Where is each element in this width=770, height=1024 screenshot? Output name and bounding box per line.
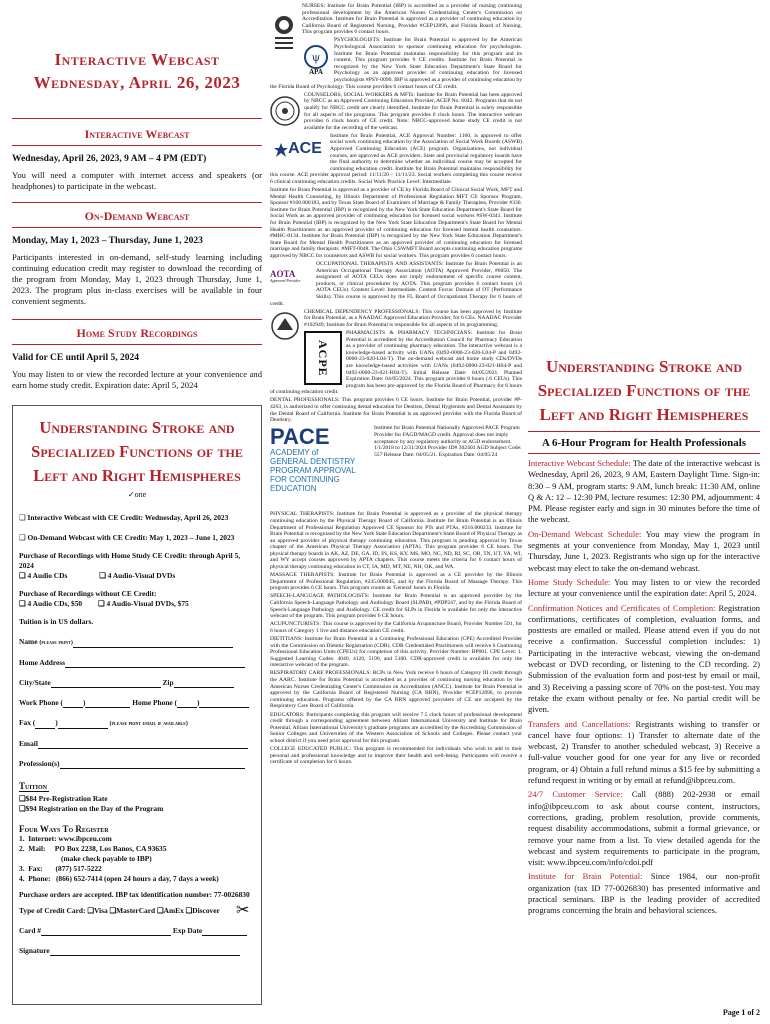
acpe-logo: [304, 331, 342, 385]
way-phone: 4. Phone: (866) 652-7414 (open 24 hours a day, 7 days a week): [19, 874, 219, 883]
way-fax: 3. Fax: (877) 517-5222: [19, 864, 102, 873]
way-mail-note: (make check payable to IBP): [61, 854, 152, 863]
option-interactive: Interactive Webcast with CE Credit: Wednesday, April 26, 2023: [27, 513, 229, 522]
checkbox-cds-ce[interactable]: ❑: [19, 571, 26, 580]
ondemand-schedule: On-Demand Webcast Schedule: You may view the program in segments at your convenience from Monday, May 1, 2023 until Thursday, June 1, 2023. Registrants who sign up for the interactive webcast may elect to take the on-demand webcast.: [528, 528, 761, 573]
address-field[interactable]: [65, 667, 245, 668]
registration-form: Understanding Stroke and Specialized Functions of the Left and Right Hemispheres ✓one ❑ Interactive Webcast with CE Credit: Wednesday, April 26, 2023 ❑ On-Demand Webcast with CE Credit: May 1, 2023 – June 1, 2023 Purchase of Recordings with Home Study CE Credit: through April 5, 2024 ❑ 4 Audio CDs ❑ 4 Audio-Visual DVDs Purchase of Recordings without CE Credit: ❑ 4 Audio CDs, $50 ❑ 4 Audio-Visual DVDs, $75 Tuition is in US dollars. Name (please print) Home Address City/State Zip Work Phone ( ) Home Phone ( ) Fax ( ) (please print email if available) Email Profession(s) Tuition ❑$84 Pre-Registration Rate ❑$94 Registration on the Day of the Program Four Ways To Register 1. Internet: www.ibpceu.com 2. Mail: PO Box 2238, Los Banos, CA 93635 (make check payable to IBP) 3. Fax: (877) 517-5222 4. Phone: (866) 652-7414 (open 24 hours a day, 7 days a week) Purchase orders are accepted. IBP tax identification number: 77-0026830 Type of Credit Card: ❑Visa ❑MasterCard ❑AmEx ❑Discover Card # Exp Date Signature: [12, 405, 262, 1005]
dental-text: DENTAL PROFESSIONALS: This program provides 6 CE hours. Institute for Brain Potential, provider #P-4263, is authorized to offer continuing dental education for Dentists, Dental Hygienists and Dental Assistants by the Dental Board of California. Institute for Brain Potential is an approved provider with the Florida Board of Dentistry.: [270, 397, 522, 424]
customer-service: 24/7 Customer Service: Call (888) 202-2938 or email info@ibpceu.com to ask about course content, instructors, corrections, grading, problem resolution, provide comments, request disability accommodations, submit a formal grievance, or remove your name from a list. To view detailed agenda for the webcast and system requirements to participate in the program, visit: www.ibpceu.com/info/cdoi.pdf: [528, 789, 760, 868]
signature-field[interactable]: [50, 955, 240, 956]
massage-text: MASSAGE THERAPISTS: Institute for Brain Potential is approved as a CE provider by the Illinois Department of Professional Regulation, #245.000045, and by the Florida Board of Massage Therapy. This program provides 6 CE hours. This program counts as 'General' hours in Florida.: [270, 572, 522, 592]
divider: [12, 145, 262, 146]
confirmation-notices: Confirmation Notices and Certificates of Completion: Registration confirmations, certificates of completion, evaluation forms, and posttests are emailed or mailed. Please attend even if you do not receive a confirmation. Successful completion includes: 1) Participating in the interactive webcast, viewing the on-demand webcast or DVD recording, or listening to the CD recording. 2) Submission of the evaluation form and post-test by email or mail, and 3) Receiving a passing score of 70% on the post-test. You may retake the exam without penalty or fee. No partial credit will be given.: [528, 602, 760, 715]
public-text: COLLEGE EDUCATED PUBLIC: This program is recommended for individuals who wish to add to their personal and professional knowledge and to improve their health and well-being. Participants will receive a certificate of completion for 6 hours.: [270, 746, 522, 766]
card-mastercard: MasterCard: [116, 906, 156, 915]
checkbox-interactive[interactable]: ❑: [19, 513, 26, 522]
checkbox-dayof[interactable]: ❑: [19, 804, 26, 813]
city-label: City/State: [19, 678, 51, 687]
ace-logo: [270, 134, 326, 166]
mft-text: Institute for Brain Potential is approved as a provider of CE by Florida Board of Clinical Social Work, MFT and Mental Health Counseling, by Illinois Department of Professional Regulation MFT CE Sponsor Program, Sponsor #168.000183, and by Texas State Board of Examiners of Marriage & Family Therapists, Provider #330. Institute for Brain Potential (IBP) is recognized by the New York State Education Department's State Board for Social Work as an approved provider of continuing education for licensed social workers #SW-0341. Institute for Brain Potential (IBP) is recognized by the New York State Education Department's State Board for Mental Health Practitioners as an approved provider of continuing education for licensed mental health counselors. #MHC-0134. Institute for Brain Potential (IBP) is recognized by the New York State Education Department's State Board for Mental Health Practitioners as an approved provider of continuing education for licensed marriage and family therapists. #MFT-0048. The Ohio CSWMFT Board accepts continuing education programs approved by NBCC for counselors and ASWB for social workers. This program provides 6 contact hours.: [270, 187, 522, 259]
counselors-text: COUNSELORS, SOCIAL WORKERS & MFTs: Institute for Brain Potential has been approved by NBCC as an Approved Continuing Education Provider, ACEP No. 6042. Programs that do not qualify for NBCC credit are clearly identified. Institute for Brain Potential is solely responsible for all aspects of the programs. This program provides 6 clock hours. The interactive webcast provides 6 clock hours of CE credit. Note: NBCC-approved home study CE credit is not available for the recording of the webcast.: [304, 91, 522, 131]
tuition-heading: Tuition: [19, 781, 48, 791]
ace-logo-text: ACE: [288, 140, 322, 158]
interactive-body: You will need a computer with internet access and speakers (or headphones) to participate in the webcast.: [12, 170, 262, 191]
left-column: [12, 0, 262, 1024]
fax-label: Fax (: [19, 718, 36, 727]
work-phone-field[interactable]: [85, 707, 130, 708]
card-number-label: Card #: [19, 926, 41, 935]
signature-label: Signature: [19, 946, 50, 955]
nurses-text: NURSES: Institute for Brain Potential (IBP) is accredited as a provider of nursing continuing professional development by the American Nurses Credentialing Center's Commission on Accreditation. Institute for Brain Potential is approved as a provider of continuing education by California Board of Registered Nursing, Provider #CEP12896, and Florida Board of Nursing. This program provides 6 contact hours.: [302, 3, 522, 36]
exp-date-field[interactable]: [202, 935, 247, 936]
transfers-cancellations: Transfers and Cancellations: Registrants wishing to transfer or cancel have four options: 1) Transfer to alternate date of the webcast, 2) Transfer to another scheduled webcast, 3) Receive a full-value voucher good for one year for any live or recorded program, or 4) Obtain a full refund minus a $15 fee by submitting a refund request in writing or by email at refund@ibpceu.com.: [528, 718, 760, 786]
aota-logo-text: AOTA: [270, 269, 296, 280]
po-note: Purchase orders are accepted. IBP tax identification number: 77-0026830: [19, 890, 250, 899]
zip-label: Zip: [162, 678, 174, 687]
home-area-field[interactable]: [177, 707, 197, 708]
aota-logo: [270, 262, 312, 294]
name-field[interactable]: [73, 647, 233, 648]
ot-text: OCCUPATIONAL THERAPISTS AND ASSISTANTS: Institute for Brain Potential is an American Occupational Therapy Association (AOTA) Approved Provider, #6050. The assignment of AOTA CEUs does not imply endorsement of specific course content, products, or clinical procedures by AOTA. This program provides 6 contact hours (.6 AOTA CEUs). Content Level: Intermediate. Content Focus: Domain of OT (Performance Skills). This course is approved by the FL Board of Occupational Therapy for 6 hours of credit.: [270, 261, 522, 307]
email-field[interactable]: [38, 748, 248, 749]
psych-text: PSYCHOLOGISTS: Institute for Brain Potential is approved by the American Psychological Association to sponsor continuing education for psychologists. Institute for Brain Potential maintains responsibility for this program and its content. This program provides 6 CE credits. Institute for Brain Potential is recognized by the New York State Education Department's State Board for Psychology as an approved provider of continuing education for licensed psychologists #PSY-0090. IBP is approved as a provider of continuing education by the Florida Board of Psychology. This course provides 6 contact hours of CE credit.: [270, 37, 522, 90]
checkbox-amex[interactable]: ❑: [157, 906, 164, 915]
profession-label: Profession(s): [19, 759, 60, 768]
divider: [12, 344, 262, 345]
aota-logo-sub: Approved Provider: [270, 278, 301, 284]
ways-heading: Four Ways To Register: [19, 824, 109, 834]
name-hint: (please print): [39, 640, 73, 646]
acu-text: ACUPUNCTURISTS: This course is approved by the California Acupuncture Board, Provider Number 591, for 6 hours of Category 1 live and distance education CE credit.: [270, 621, 522, 634]
fax-hint: (please print email if available): [109, 721, 188, 727]
divider: [12, 202, 262, 203]
option-cds-noce: 4 Audio CDs, $50: [27, 599, 83, 608]
purchase-ce-heading: Purchase of Recordings with Home Study CE Credit: through April 5, 2024: [19, 551, 241, 570]
ancc-logo: [270, 11, 298, 61]
fax-area-field[interactable]: [35, 728, 55, 729]
accreditation-column: [270, 0, 522, 1024]
divider: [12, 118, 262, 119]
city-field[interactable]: [51, 687, 161, 688]
home-phone-field[interactable]: [199, 707, 249, 708]
checkbox-mastercard[interactable]: ❑: [109, 906, 117, 915]
option-dvds-ce: 4 Audio-Visual DVDs: [107, 571, 176, 580]
checkbox-ondemand[interactable]: ❑: [19, 533, 26, 542]
tuition-dayof: $94 Registration on the Day of the Program: [25, 804, 164, 813]
pt-text: PHYSICAL THERAPISTS: Institute for Brain Potential is approved as a provider of the physical therapy continuing education by the Physical Therapy Board of California. Institute for Brain Potential is an Illinois Department of Professional Regulation Approved CE Sponsor for PTs and PTAs, #216.000233. Institute for Brain Potential is recognized by the New York State Education Department's State Board of Physical Therapy as an approved provider of physical therapy continuing education. This program is pending approval by Texas chapter of the American Physical Therapy Association (APTA). This program provides 6 CE hours. The physical therapy boards in AK, AZ, DE, GA, ID, IN, KS, KY, MS, MO, NC, ND, RI, SC, OR, TN, UT, VA, WI, and WY accept courses approved by APTA chapters. This course meets the criteria for 6 contact hours of physical therapy continuing education in CT, IA, MD, MT, NE, NH, OK, and WA.: [270, 511, 522, 571]
program-title: Understanding Stroke and Specialized Functions of the Left and Right Hemispheres: [537, 357, 751, 424]
profession-field[interactable]: [60, 768, 245, 769]
diet-text: DIETITIANS: Institute for Brain Potential is a Continuing Professional Education (CPE) Accredited Provider with the Commission on Dietetic Registration (CDR). CDR Credentialed Practitioners will receive 6 Continuing Professional Education Units (CPEUs) for completion of this activity. Provider Number: BP001. CPE Level: 1. Suggested Learning Codes: 4040, 4120, 5190, and 5100. CDR-approved credit is available for only the interactive webcast of the program.: [270, 636, 522, 669]
pace-text: Institute for Brain Potential Nationally Approved PACE Program Provider for FAGD/MAGD credit. Approval does not imply acceptance by any regulatory authority or AGD endorsement. 1/1/2018 to 12/31/2024 Provider ID# 302403 AGD Subject Code: 557 Release Date: 04/05/21. Expiration Date: 04/05/24: [374, 425, 522, 458]
acpe-logo-text: ACPE: [316, 339, 330, 377]
slp-text: SPEECH-LANGUAGE PATHOLOGISTS: Institute for Brain Potential is an approved provider by the California Speech-Language Pathology and Audiology Board (SLPAB), #PDP247, and by the Florida Board of Speech-Language Pathology and Audiology. CE credit for SLPs in Florida is available for only the interactive webcast of the program. This program provides 6 CE hours.: [270, 593, 522, 620]
svg-text:ψ: ψ: [311, 51, 321, 65]
card-visa: Visa: [93, 906, 108, 915]
institute-info: Institute for Brain Potential: Since 1984, our non-profit organization (tax ID 77-0026830) has presented informative and practical seminars. IBP is the leading provider of accredited programs concerning the brain and behavioral sciences.: [528, 871, 760, 916]
fax-field[interactable]: [58, 728, 108, 729]
checkbox-prereg[interactable]: ❑: [19, 794, 26, 803]
webcast-date-title: Wednesday, April 26, 2023: [33, 73, 241, 92]
section-title-interactive: Interactive Webcast: [84, 127, 190, 141]
card-amex: AmEx: [163, 906, 184, 915]
work-phone-label: Work Phone (: [19, 698, 63, 707]
divider: [12, 319, 262, 320]
card-number-field[interactable]: [41, 935, 171, 936]
ondemand-date: Monday, May 1, 2023 – Thursday, June 1, 2023: [12, 236, 203, 246]
ace-text: Institute for Brain Potential, ACE Approval Number: 1160, is approved to offer social work continuing education by the Association of Social Work Boards (ASWB) Approved Continuing Education (ACE) program. Organizations, not individual courses, are approved as ACE providers. State and provincial regulatory boards have the final authority to determine whether an individual course may be accepted for continuing education credit. Institute for Brain Potential maintains responsibility for this course. ACE provider approval period: 11/11/20 – 11/11/23. Social workers completing this course receive 6 clinical continuing education credits. Social Work Practice Level: Intermediate.: [270, 132, 522, 185]
divider: [528, 431, 760, 432]
pace-logo-text: PACE: [270, 424, 330, 450]
divider: [12, 227, 262, 228]
homestudy-date: Valid for CE until April 5, 2024: [12, 353, 139, 363]
checkbox-dvds-ce[interactable]: ❑: [99, 571, 106, 580]
checkbox-visa[interactable]: ❑: [87, 906, 94, 915]
exp-date-label: Exp Date: [172, 926, 203, 935]
divider: [528, 453, 760, 454]
option-ondemand: On-Demand Webcast with CE Credit: May 1, 2023 – June 1, 2023: [27, 533, 235, 542]
ondemand-body: Participants interested in on-demand, self-study learning including continuing education credit may register to download the recording of the program from Monday, May 1, 2023 through Thursday, June 1, 2023. The program plus in-class exercises will be available in four convenient segments.: [12, 252, 262, 306]
checkbox-dvds-noce[interactable]: ❑: [97, 599, 105, 608]
card-discover: Discover: [192, 906, 220, 915]
webcast-title: Interactive Webcast: [54, 50, 220, 69]
pharm-text: PHARMACISTS & PHARMACY TECHNICIANS: Institute for Brain Potential is accredited by the Accreditation Council for Pharmacy Education as a provider of continuing pharmacy education. The interactive webcast is a knowledge-based activity with UANs (0492-0000-23-020-L04-P and 0492-0000-23-020-L04-T). The on-demand webcast and home study CDs/DVDs are knowledge-based activities with UANs (0492-0000-23-021-H04-P and 0492-0000-23-021-H04-T). Initial Release Date: 04/05/2021. Planned Expiration Date: 04/05/2024. This program provides 6 hours (.6 CEUs). This program has been pre-approved by the Florida Board of Pharmacy for 6 hours of continuing education credit.: [270, 330, 522, 396]
apa-logo-text: APA: [309, 68, 323, 77]
purchase-noce-heading: Purchase of Recordings without CE Credit:: [19, 589, 157, 598]
checkbox-discover[interactable]: ❑: [185, 906, 193, 915]
address-label: Home Address: [19, 658, 66, 667]
homestudy-schedule: Home Study Schedule: You may listen to or view the recorded lecture at your convenience until the expiration date: April 5, 2024.: [528, 576, 760, 599]
option-cds-ce: 4 Audio CDs: [27, 571, 68, 580]
checkbox-cds-noce[interactable]: ❑: [19, 599, 26, 608]
tuition-prereg: $84 Pre-Registration Rate: [25, 794, 108, 803]
apa-logo: [302, 38, 330, 82]
tuition-note: Tuition is in US dollars.: [19, 617, 94, 626]
way-internet: 1. Internet: www.ibpceu.com: [19, 834, 112, 843]
section-title-homestudy: Home Study Recordings: [76, 326, 198, 340]
name-label: Name: [19, 637, 38, 646]
section-title-ondemand: On-Demand Webcast: [84, 209, 190, 223]
option-dvds-noce: 4 Audio-Visual DVDs, $75: [106, 599, 189, 608]
page-number: Page 1 of 2: [722, 1008, 760, 1017]
educ-text: EDUCATORS: Participants completing this program will receive 7.5 clock hours of professional development credit through a corresponding agreement between Alliant International University and Institute for Brain Potential. Alliant International University's graduate programs are accredited by the Accrediting Commission of Senior Colleges and Universities of the Western Association of Schools and Colleges. Please contact your school district if you need prior approval for this program.: [270, 711, 522, 744]
interactive-date: Wednesday, April 26, 2023, 9 AM – 4 PM (EDT): [12, 154, 207, 164]
nbcc-logo: [270, 93, 300, 129]
work-area-field[interactable]: [63, 707, 83, 708]
email-label: Email: [19, 739, 38, 748]
naadac-logo: [270, 310, 300, 342]
rt-text: RESPIRATORY CARE PROFESSIONALS: RCPs in New York receive 6 hours of Category III credit through the AARC. Institute for Brain Potential is accredited as a provider of continuing nursing education by the American Nurses Credentialing Center's Commission on Accreditation (ANCC). Institute for Brain Potential is approved by the California Board of Registered Nursing (CA BRN), Provider #CEP12896, to provide continuing education. Programs offered by the CA BRN approved providers of CE are accepted by the Respiratory Care Board of California.: [270, 670, 522, 710]
cdp-text: CHEMICAL DEPENDENCY PROFESSIONALS: This course has been approved by Institute for Brain Potential, as a NAADAC Approved Education Provider, for 6 CEs. NAADAC Provider #102949; Institute for Brain Potential is responsible for all aspects of its programming.: [304, 308, 522, 328]
zip-field[interactable]: [174, 687, 234, 688]
interactive-schedule: Interactive Webcast Schedule: The date of the interactive webcast is Wednesday, April 26, 2023, 9 AM, Eastern Daylight Time. Sign-in: 8:30 – 9 AM, program starts: 9 AM, lunch break: 11:30 AM, online Q & A: 12 – 12:30 PM, lecture resumes: 12:30 PM, adjournment: 4 PM. Please register early and sign in 30 minutes before the time of the webcast.: [528, 458, 760, 525]
form-one-label: one: [134, 490, 147, 499]
homestudy-body: You may listen to or view the recorded lecture at your convenience and earn home study credit. Expiration date: April 5, 2024: [12, 369, 262, 390]
program-subtitle: A 6-Hour Program for Health Professionals: [541, 437, 747, 449]
card-type-label: Type of Credit Card:: [19, 906, 86, 915]
form-title: Understanding Stroke and Specialized Functions of the Left and Right Hemispheres: [31, 418, 243, 485]
right-column: [528, 0, 760, 1024]
check-icon: ✓: [127, 490, 135, 499]
home-phone-label: Home Phone (: [132, 698, 178, 707]
scissors-icon: ✂: [236, 902, 250, 919]
way-mail: 2. Mail: PO Box 2238, Los Banos, CA 93635: [19, 844, 167, 853]
pace-logo: PACE ACADEMY of GENERAL DENTISTRY PROGRAM APPROVAL FOR CONTINUING EDUCATION: [270, 424, 356, 494]
